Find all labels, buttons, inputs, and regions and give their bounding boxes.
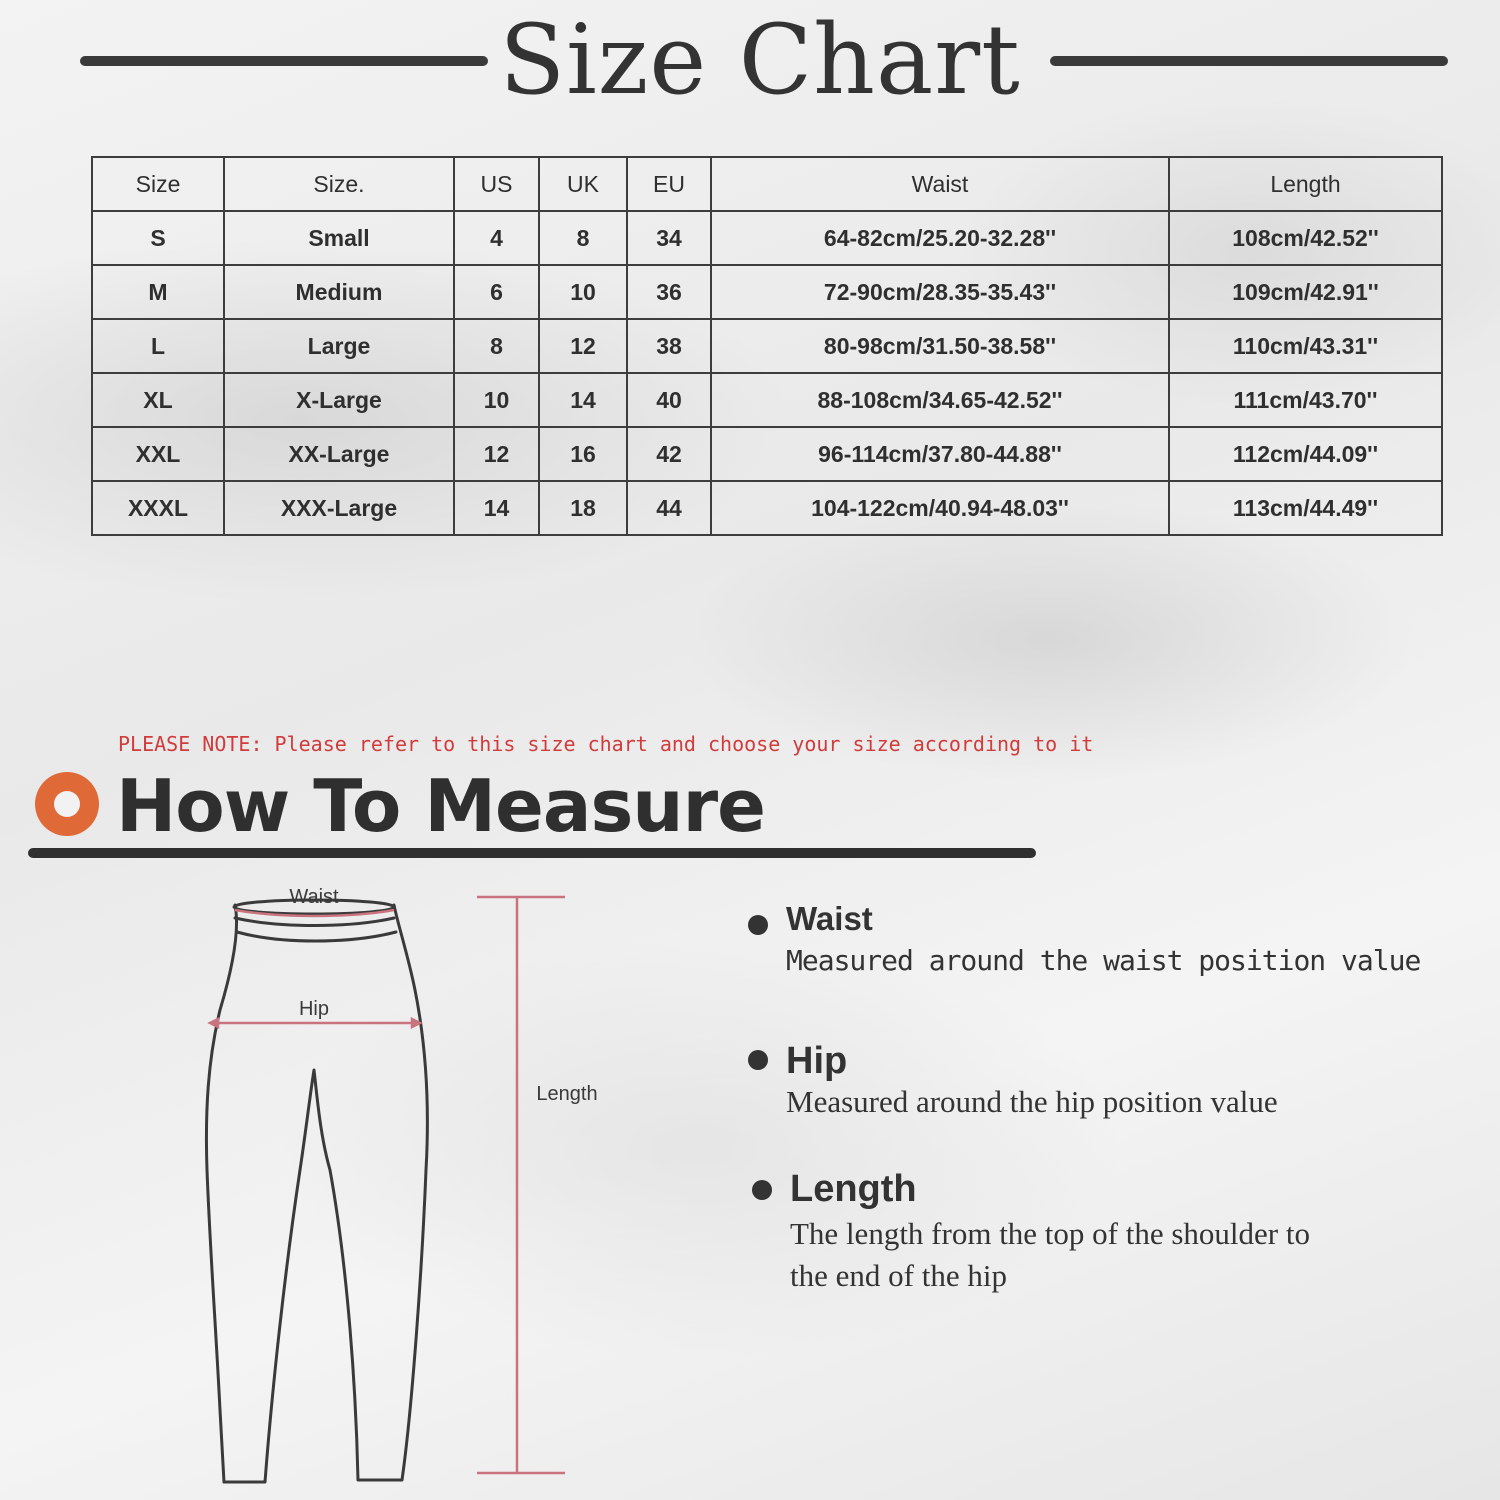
- table-cell: 10: [539, 265, 627, 319]
- section-rule: [28, 848, 1036, 858]
- table-row: [92, 481, 1442, 535]
- dot-bullet-icon: [752, 1180, 772, 1200]
- table-cell: S: [92, 211, 224, 265]
- column-header: US: [454, 157, 539, 211]
- table-cell: 8: [539, 211, 627, 265]
- table-cell: 108cm/42.52'': [1169, 211, 1442, 265]
- section-title: How To Measure: [116, 764, 765, 848]
- pants-outline-icon: [206, 900, 427, 1482]
- table-cell: M: [92, 265, 224, 319]
- table-cell: 38: [627, 319, 711, 373]
- table-row: [92, 373, 1442, 427]
- page-title: Size Chart: [499, 4, 1021, 116]
- table-cell: 36: [627, 265, 711, 319]
- table-cell: 12: [454, 427, 539, 481]
- table-cell: Large: [224, 319, 454, 373]
- column-header: EU: [627, 157, 711, 211]
- table-row: [92, 265, 1442, 319]
- measure-description: Measured around the waist position value: [786, 944, 1421, 977]
- table-cell: 16: [539, 427, 627, 481]
- table-cell: 14: [539, 373, 627, 427]
- table-cell: XX-Large: [224, 427, 454, 481]
- measure-description: Measured around the hip position value: [786, 1084, 1278, 1119]
- table-header-row: [92, 157, 1442, 211]
- table-row: [92, 319, 1442, 373]
- waist-label: Waist: [289, 886, 339, 908]
- table-cell: X-Large: [224, 373, 454, 427]
- table-cell: 64-82cm/25.20-32.28'': [711, 211, 1169, 265]
- measure-description: The length from the top of the shoulder to: [790, 1216, 1310, 1251]
- table-cell: 6: [454, 265, 539, 319]
- table-cell: 110cm/43.31'': [1169, 319, 1442, 373]
- table-cell: 34: [627, 211, 711, 265]
- size-chart-header: [0, 0, 1500, 130]
- table-cell: 72-90cm/28.35-35.43'': [711, 265, 1169, 319]
- table-cell: XXX-Large: [224, 481, 454, 535]
- hip-marker: [210, 1019, 420, 1027]
- length-marker: [477, 897, 565, 1473]
- table-cell: XL: [92, 373, 224, 427]
- table-cell: 18: [539, 481, 627, 535]
- dot-bullet-icon: [748, 915, 768, 935]
- measure-heading: Waist: [786, 900, 873, 937]
- table-cell: 42: [627, 427, 711, 481]
- table-cell: L: [92, 319, 224, 373]
- table-cell: 88-108cm/34.65-42.52'': [711, 373, 1169, 427]
- table-cell: Medium: [224, 265, 454, 319]
- table-cell: 96-114cm/37.80-44.88'': [711, 427, 1169, 481]
- table-cell: 40: [627, 373, 711, 427]
- table-cell: 10: [454, 373, 539, 427]
- table-cell: 12: [539, 319, 627, 373]
- size-note: PLEASE NOTE: Please refer to this size chart and choose your size according to it: [118, 732, 1094, 756]
- column-header: Size: [92, 157, 224, 211]
- column-header: UK: [539, 157, 627, 211]
- table-cell: 111cm/43.70'': [1169, 373, 1442, 427]
- table-row: [92, 211, 1442, 265]
- measure-heading: Length: [790, 1168, 917, 1210]
- pants-measure-diagram: [180, 870, 620, 1495]
- table-row: [92, 427, 1442, 481]
- table-cell: 109cm/42.91'': [1169, 265, 1442, 319]
- column-header: Length: [1169, 157, 1442, 211]
- dot-bullet-icon: [748, 1050, 768, 1070]
- table-cell: XXXL: [92, 481, 224, 535]
- table-cell: XXL: [92, 427, 224, 481]
- measure-heading: Hip: [786, 1040, 848, 1082]
- table-cell: 44: [627, 481, 711, 535]
- title-rule-right: [1050, 56, 1448, 66]
- measure-description: the end of the hip: [790, 1258, 1007, 1293]
- table-cell: 112cm/44.09'': [1169, 427, 1442, 481]
- table-cell: 80-98cm/31.50-38.58'': [711, 319, 1169, 373]
- length-label: Length: [536, 1083, 598, 1105]
- hip-label: Hip: [298, 998, 330, 1020]
- title-rule-left: [80, 56, 488, 66]
- column-header: Size.: [224, 157, 454, 211]
- column-header: Waist: [711, 157, 1169, 211]
- table-cell: Small: [224, 211, 454, 265]
- table-cell: 104-122cm/40.94-48.03'': [711, 481, 1169, 535]
- table-cell: 14: [454, 481, 539, 535]
- size-table: [91, 156, 1443, 536]
- table-cell: 8: [454, 319, 539, 373]
- table-cell: 4: [454, 211, 539, 265]
- ring-bullet-icon: [35, 772, 99, 836]
- table-cell: 113cm/44.49'': [1169, 481, 1442, 535]
